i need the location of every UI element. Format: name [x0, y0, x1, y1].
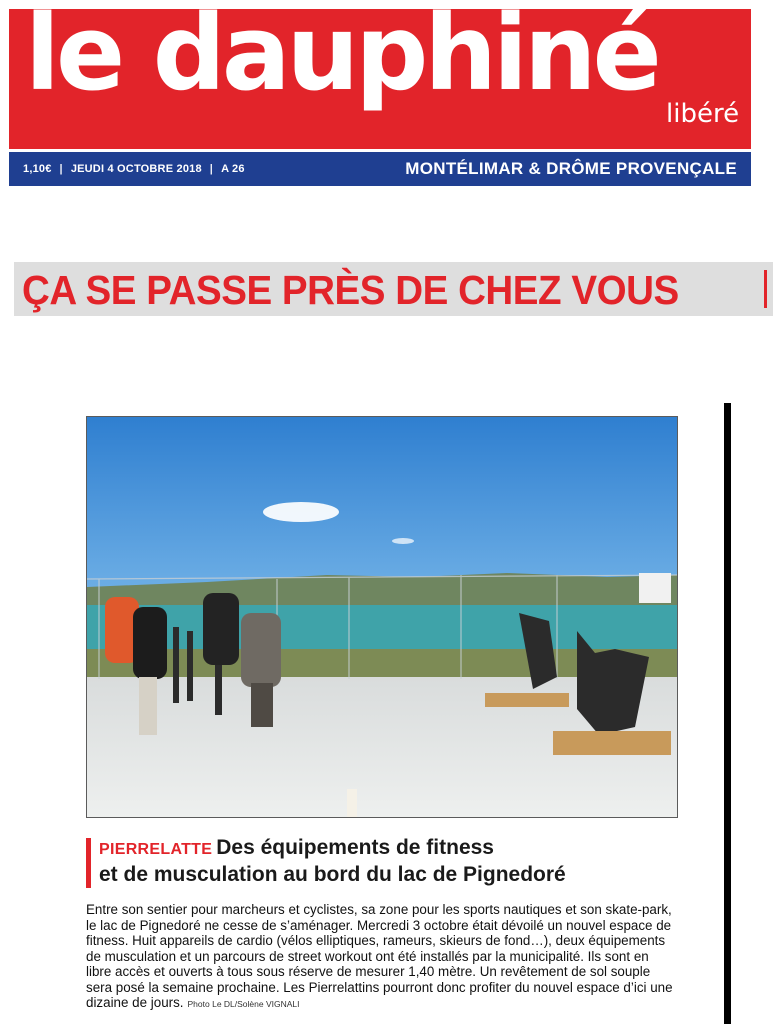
- headline-line-1: [99, 835, 699, 862]
- brand-logo[interactable]: le dauphiné: [25, 0, 658, 114]
- issue-details: [23, 152, 245, 186]
- section-title: ÇA SE PASSE PRÈS DE CHEZ VOUS: [22, 267, 679, 313]
- article-body: [86, 902, 676, 1013]
- photo-credit: Photo Le DL/Solène VIGNALI: [187, 999, 300, 1009]
- page-number: A 26: [221, 163, 245, 175]
- signboard: [639, 573, 671, 603]
- sky: [87, 417, 678, 597]
- price: 1,10€: [23, 163, 52, 175]
- separator: |: [59, 163, 63, 175]
- headline-accent-bar: [86, 838, 91, 888]
- cloud: [392, 538, 414, 544]
- brand-subtitle: libéré: [666, 99, 740, 129]
- headline-text-1: Des équipements de fitness: [216, 836, 494, 859]
- article-headline: [99, 835, 699, 887]
- headline-line-2: et de musculation au bord du lac de Pignedoré: [99, 863, 566, 886]
- separator: |: [209, 163, 214, 175]
- photo-scene: [87, 417, 678, 818]
- article-photo: [86, 416, 678, 818]
- article-city: PIERRELATTE: [99, 841, 213, 858]
- masthead: [9, 0, 751, 149]
- issue-info-bar: [9, 152, 751, 186]
- section-accent-bar: [764, 270, 767, 308]
- issue-date: JEUDI 4 OCTOBRE 2018: [70, 163, 202, 175]
- cloud: [263, 502, 339, 522]
- edition-name: MONTÉLIMAR & DRÔME PROVENÇALE: [405, 159, 737, 178]
- column-rule: [724, 403, 731, 1024]
- article-body-text: Entre son sentier pour marcheurs et cyclistes, sa zone pour les sports nautiques et son skate-park, le lac de Pignedoré ne cesse de s’aménager. Mercredi 3 octobre était dévoilé un nouvel espace de fitness. Huit appareils de cardio (vélos elliptiques, rameurs, skieurs de fond…), deux équipements de musculation et un parcours de street workout ont été installés par la municipalité. Ils sont en libre accès et ouverts à tous sous réserve de mesurer 1,40 mètre. Un revêtement de sol souple sera posé la semaine prochaine. Les Pierrelattins pourront donc profiter du nouvel espace d’ici une dizaine de jours.: [86, 902, 673, 1010]
- post: [347, 789, 357, 817]
